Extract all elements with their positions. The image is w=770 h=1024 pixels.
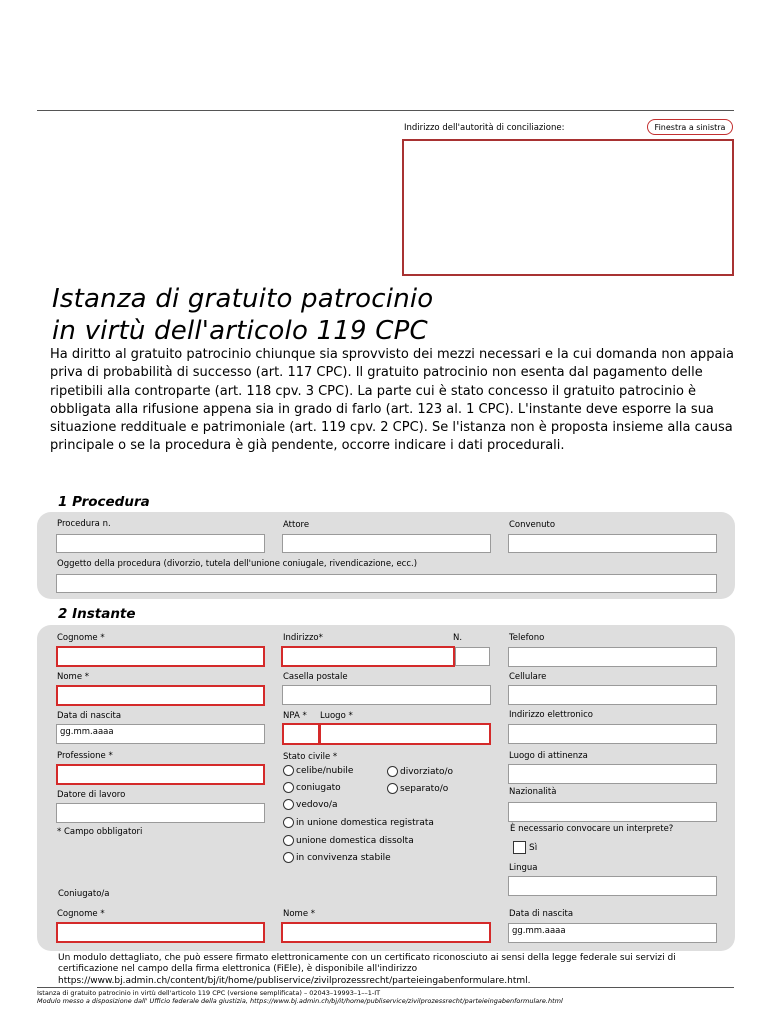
birthdate-input[interactable] bbox=[56, 724, 265, 744]
top-divider bbox=[37, 110, 734, 111]
intro-paragraph: Ha diritto al gratuito patrocinio chiunque sia sprovvisto dei mezzi necessari e la cui domanda non appaia priva di probabilità di successo (art. 117 CPC). Il gratuito patrocinio non esenta dal pagamento delle ripetibili alla controparte (art. 118 cpv. 3 CPC). La parte cui è stato concesso il gratuito patrocinio è obbligata alla rifusione appena sia in grado di farlo (art. 123 al. 1 CPC). L'instante deve esporre la sua situazione reddituale e patrimoniale (art. 119 cpv. 2 CPC). Se l'istanza non è proposta insieme alla causa principale o se la procedura è già pendente, occorre indicare i dati procedurali. bbox=[50, 347, 734, 454]
spouse-surname-input[interactable] bbox=[56, 922, 265, 943]
city-input[interactable] bbox=[319, 723, 491, 745]
name-input[interactable] bbox=[56, 685, 265, 706]
radio-widowed[interactable] bbox=[283, 799, 337, 810]
radio-circle-icon bbox=[387, 766, 398, 777]
plaintiff-label: Attore bbox=[283, 520, 310, 530]
language-input[interactable] bbox=[508, 876, 717, 896]
section-1-heading: 1 Procedura bbox=[58, 494, 150, 510]
origin-place-input[interactable] bbox=[508, 764, 717, 784]
surname-label: Cognome * bbox=[57, 633, 105, 643]
address-input[interactable] bbox=[402, 139, 734, 276]
interpreter-yes-label: Sì bbox=[529, 842, 538, 853]
zip-label: NPA * bbox=[283, 711, 307, 721]
spouse-birthdate-placeholder: gg.mm.aaaa bbox=[512, 926, 566, 936]
window-position-badge: Finestra a sinistra bbox=[647, 119, 733, 135]
po-box-label: Casella postale bbox=[283, 672, 348, 682]
spouse-name-input[interactable] bbox=[281, 922, 491, 943]
interpreter-question: È necessario convocare un interprete? bbox=[510, 824, 674, 834]
page-title bbox=[52, 283, 433, 347]
checkbox-icon bbox=[513, 841, 526, 854]
radio-circle-icon bbox=[387, 783, 398, 794]
house-number-label: N. bbox=[453, 633, 463, 643]
footer-note: Un modulo dettagliato, che può essere firmato elettronicamente con un certificato riconosciuto ai sensi della legge federale sui servizi di certificazione nel campo della firma elettronica (FiEle), è disponibile all'indirizzo https://www.bj.admin.ch/content/bj/it/home/publiservice/zivilprozessrecht/parteieingabenformulare.html. bbox=[58, 953, 676, 986]
spouse-surname-label: Cognome * bbox=[57, 909, 105, 919]
profession-input[interactable] bbox=[56, 764, 265, 785]
radio-cohabitation[interactable] bbox=[283, 852, 391, 863]
radio-circle-icon bbox=[283, 817, 294, 828]
interpreter-checkbox[interactable] bbox=[513, 841, 537, 854]
language-label: Lingua bbox=[509, 863, 538, 873]
email-input[interactable] bbox=[508, 724, 717, 744]
radio-single[interactable] bbox=[283, 765, 353, 776]
nationality-label: Nazionalità bbox=[509, 787, 557, 797]
phone-input[interactable] bbox=[508, 647, 717, 667]
mobile-input[interactable] bbox=[508, 685, 717, 705]
employer-label: Datore di lavoro bbox=[57, 790, 126, 800]
radio-widowed-label: vedovo/a bbox=[296, 799, 338, 810]
spouse-heading: Coniugato/a bbox=[58, 889, 110, 899]
radio-circle-icon bbox=[283, 835, 294, 846]
mobile-label: Cellulare bbox=[509, 672, 547, 682]
phone-label: Telefono bbox=[509, 633, 545, 643]
title-line-1: Istanza di gratuito patrocinio bbox=[52, 284, 434, 314]
surname-input[interactable] bbox=[56, 646, 265, 667]
origin-place-label: Luogo di attinenza bbox=[509, 751, 588, 761]
required-note: * Campo obbligatori bbox=[57, 827, 143, 837]
spouse-birthdate-label: Data di nascita bbox=[509, 909, 574, 919]
radio-married-label: coniugato bbox=[296, 782, 341, 793]
subject-label: Oggetto della procedura (divorzio, tutela dell'unione coniugale, rivendicazione, ecc.) bbox=[57, 559, 418, 569]
street-input[interactable] bbox=[281, 646, 455, 667]
address-field-label: Indirizzo* bbox=[283, 633, 323, 643]
radio-circle-icon bbox=[283, 799, 294, 810]
form-identifier: Istanza di gratuito patrocinio in virtù dell'articolo 119 CPC (versione semplificata) – 02043–19993–1––1-IT bbox=[37, 989, 381, 997]
birthdate-label: Data di nascita bbox=[57, 711, 122, 721]
radio-married[interactable] bbox=[283, 782, 341, 793]
provider-note-text: Modulo messo a disposizione dall' Ufficio federale della giustizia, https://www.bj.admin.ch/bj/it/home/publiservice/zivilprozessrecht/parteieingabenformulare.html bbox=[37, 997, 563, 1005]
civil-status-label: Stato civile * bbox=[283, 752, 338, 762]
radio-registered-partnership-label: in unione domestica registrata bbox=[296, 817, 434, 828]
radio-circle-icon bbox=[283, 852, 294, 863]
address-label: Indirizzo dell'autorità di conciliazione: bbox=[404, 123, 565, 133]
nationality-input[interactable] bbox=[508, 802, 717, 822]
radio-circle-icon bbox=[283, 765, 294, 776]
radio-cohabitation-label: in convivenza stabile bbox=[296, 852, 391, 863]
subject-input[interactable] bbox=[56, 574, 717, 593]
radio-separated-label: separato/o bbox=[400, 783, 449, 794]
radio-single-label: celibe/nubile bbox=[296, 765, 354, 776]
employer-input[interactable] bbox=[56, 803, 265, 823]
footer-meta bbox=[37, 989, 563, 1005]
radio-divorced-label: divorziato/o bbox=[400, 766, 454, 777]
section-2-panel bbox=[37, 625, 735, 951]
radio-registered-partnership[interactable] bbox=[283, 817, 434, 828]
procedure-number-input[interactable] bbox=[56, 534, 265, 553]
title-line-2: in virtù dell'articolo 119 CPC bbox=[52, 316, 428, 346]
defendant-input[interactable] bbox=[508, 534, 717, 553]
radio-dissolved-partnership[interactable] bbox=[283, 835, 414, 846]
defendant-label: Convenuto bbox=[509, 520, 556, 530]
plaintiff-input[interactable] bbox=[282, 534, 491, 553]
spouse-birthdate-input[interactable] bbox=[508, 923, 717, 943]
zip-input[interactable] bbox=[282, 723, 320, 745]
radio-divorced[interactable] bbox=[387, 766, 453, 777]
radio-separated[interactable] bbox=[387, 783, 448, 794]
radio-dissolved-partnership-label: unione domestica dissolta bbox=[296, 835, 414, 846]
city-label: Luogo * bbox=[320, 711, 353, 721]
provider-note bbox=[37, 997, 563, 1005]
procedure-number-label: Procedura n. bbox=[57, 519, 111, 529]
radio-circle-icon bbox=[283, 782, 294, 793]
po-box-input[interactable] bbox=[282, 685, 491, 705]
spouse-name-label: Nome * bbox=[283, 909, 316, 919]
house-number-input[interactable] bbox=[455, 647, 490, 666]
section-2-heading: 2 Instante bbox=[58, 606, 136, 622]
email-label: Indirizzo elettronico bbox=[509, 710, 593, 720]
birthdate-placeholder: gg.mm.aaaa bbox=[60, 727, 114, 737]
profession-label: Professione * bbox=[57, 751, 113, 761]
name-label: Nome * bbox=[57, 672, 90, 682]
bottom-divider bbox=[37, 987, 734, 988]
